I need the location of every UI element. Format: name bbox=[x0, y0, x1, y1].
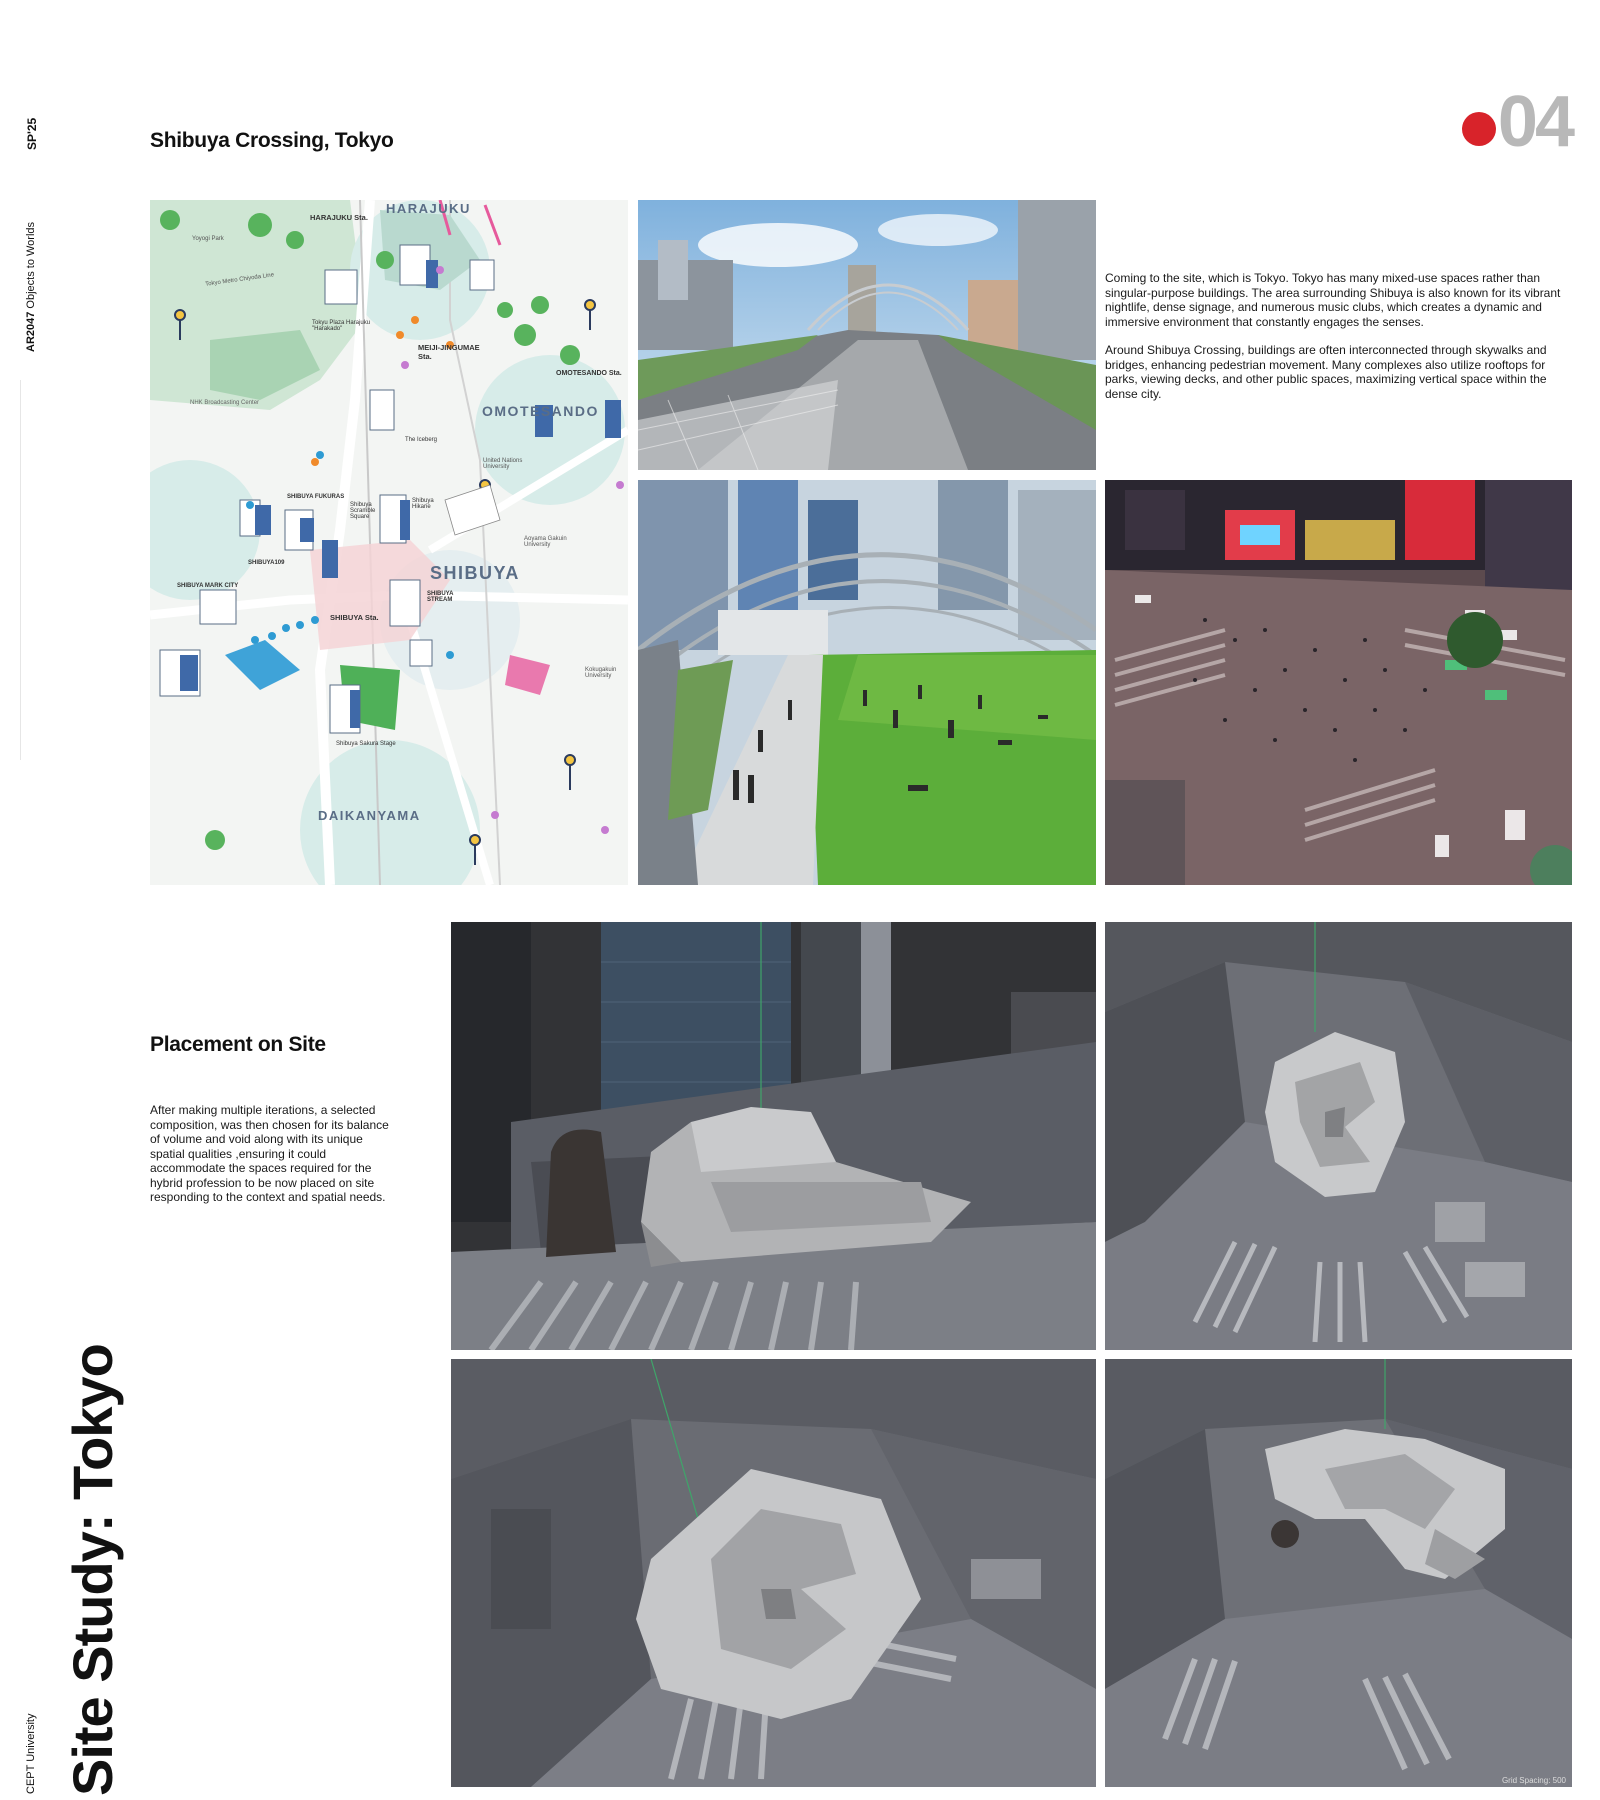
map-station-shibuya: SHIBUYA Sta. bbox=[330, 613, 379, 622]
map-label-scramble-square: Shibuya Scramble Square bbox=[350, 502, 376, 520]
map-district-daikanyama: DAIKANYAMA bbox=[318, 808, 421, 823]
sidebar-divider bbox=[20, 380, 21, 760]
render-grid-caption: Grid Spacing: 500 bbox=[1501, 1776, 1566, 1785]
map-label-yoyogi-park: Yoyogi Park bbox=[192, 236, 224, 242]
university-label: CEPT University bbox=[25, 1713, 37, 1794]
map-label-aoyama: Aoyama Gakuin University bbox=[524, 536, 567, 548]
map-station-meiji-jingumae: MEIJI-JINGUMAE Sta. bbox=[418, 343, 480, 361]
map-label-shibuya109: SHIBUYA109 bbox=[248, 560, 285, 566]
placement-heading: Placement on Site bbox=[150, 1033, 326, 1056]
accent-dot bbox=[1462, 112, 1496, 146]
map-district-harajuku: HARAJUKU bbox=[386, 201, 471, 216]
site-paragraph-2: Around Shibuya Crossing, buildings are often interconnected through skywalks and bridges, enhancing pedestrian movement. Many complexes also utilize rooftops for parks, viewing decks, and other public spaces, maximizing vertical space within the dense city. bbox=[1105, 343, 1547, 401]
map-label-hikarie: Shibuya Hikarie bbox=[412, 498, 434, 510]
map-label-chiyoda-line: Tokyo Metro Chiyoda Line bbox=[204, 272, 275, 288]
map-station-omotesando: OMOTESANDO Sta. bbox=[556, 370, 622, 377]
map-label-iceberg: The Iceberg bbox=[405, 437, 438, 443]
course-name: Objects to Worlds bbox=[25, 221, 37, 309]
render-aerial-view-1 bbox=[1105, 922, 1572, 1350]
map-label-stream: SHIBUYA STREAM bbox=[427, 591, 454, 603]
map-district-omotesando: OMOTESANDO bbox=[482, 403, 599, 419]
map-station-harajuku: HARAJUKU Sta. bbox=[310, 213, 368, 222]
page-number bbox=[1462, 82, 1572, 162]
site-heading: Shibuya Crossing, Tokyo bbox=[150, 129, 394, 152]
photo-rooftop-walkway bbox=[638, 200, 1096, 470]
map-label-fukuras: SHIBUYA FUKURAS bbox=[287, 494, 345, 500]
map-label-unu: United Nations University bbox=[483, 458, 523, 470]
map-label-kokugakuin: Kokugakuin University bbox=[585, 667, 617, 679]
sidebar-title: Site Study: Tokyo bbox=[61, 1344, 124, 1796]
photo-rooftop-lawn bbox=[638, 480, 1096, 885]
placement-paragraph: After making multiple iterations, a selected composition, was then chosen for its balance of volume and void along with its unique spatial qualities ,ensuring it could accommodate the spaces required for the hybrid profession to be now placed on site responding to the context and spatial needs. bbox=[150, 1103, 389, 1204]
map-label-mark-city: SHIBUYA MARK CITY bbox=[177, 583, 239, 589]
map-label-sakura-stage: Shibuya Sakura Stage bbox=[336, 741, 396, 747]
course-code: AR2047 bbox=[25, 311, 37, 352]
site-description bbox=[1105, 271, 1575, 415]
semester-label: SP'25 bbox=[25, 117, 39, 150]
shibuya-map bbox=[150, 200, 628, 885]
render-aerial-view-2 bbox=[451, 1359, 1096, 1787]
render-street-view bbox=[451, 922, 1096, 1350]
site-paragraph-1: Coming to the site, which is Tokyo. Tokyo has many mixed-use spaces rather than singular-purpose buildings. The area surrounding Shibuya is also known for its vibrant nightlife, dense signage, and numerous music clubs, which creates a dynamic and immersive environment that constantly engages the senses. bbox=[1105, 271, 1561, 329]
map-label-nhk: NHK Broadcasting Center bbox=[190, 400, 260, 406]
page-number-text: 04 bbox=[1497, 82, 1572, 162]
course-label bbox=[25, 222, 37, 352]
render-aerial-view-3 bbox=[1105, 1359, 1572, 1787]
map-label-harakado: Tokyu Plaza Harajuku "Harakado" bbox=[312, 320, 371, 332]
photo-scramble-crossing bbox=[1105, 480, 1572, 885]
map-district-shibuya: SHIBUYA bbox=[430, 563, 520, 583]
